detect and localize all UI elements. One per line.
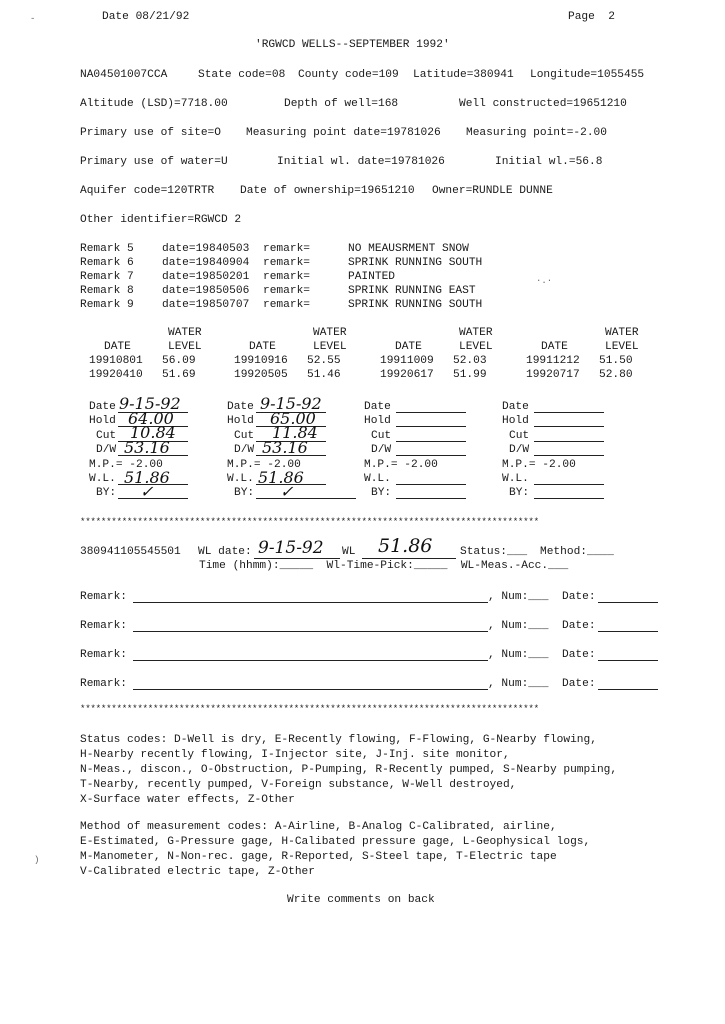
- level-header: LEVEL: [168, 341, 202, 353]
- wl-label: W.L.: [227, 473, 254, 485]
- method-label: Method:____: [540, 546, 614, 558]
- hw-initials: ✓: [140, 482, 154, 501]
- remark-form-date-field[interactable]: [598, 660, 658, 661]
- table-cell-level: 51.69: [162, 369, 196, 381]
- table-cell-date: 19920505: [234, 369, 288, 381]
- method-code-line: E-Estimated, G-Pressure gage, H-Calibated pressure gage, L-Geophysical logs,: [80, 836, 591, 848]
- star-divider: ****************************************************************************************: [80, 516, 539, 527]
- by-label: BY:: [96, 487, 117, 499]
- remark-form-date-field[interactable]: [598, 631, 658, 632]
- date-underline: [396, 412, 466, 413]
- cut-label: Cut: [234, 430, 255, 442]
- remark-form-label: Remark:: [80, 649, 127, 661]
- table-cell-level: 52.55: [307, 355, 341, 367]
- remark-form-field[interactable]: [133, 602, 488, 603]
- cut-underline: [534, 441, 604, 442]
- cut-label: Cut: [509, 430, 530, 442]
- measuring-point: Measuring point=-2.00: [466, 127, 607, 139]
- status-code-line: Status codes: D-Well is dry, E-Recently flowing, F-Flowing, G-Nearby flowing,: [80, 734, 597, 746]
- remark-number: Remark 5: [80, 243, 134, 255]
- mp-label: M.P.= -2.00: [364, 459, 438, 471]
- report-title: 'RGWCD WELLS--SEPTEMBER 1992': [255, 39, 450, 51]
- other-identifier: Other identifier=RGWCD 2: [80, 214, 242, 226]
- remark-label: remark=: [263, 243, 310, 255]
- table-cell-date: 19920717: [526, 369, 580, 381]
- table-cell-date: 19911009: [380, 355, 434, 367]
- remark-form-num: , Num:___: [488, 591, 549, 603]
- table-cell-date: 19910916: [234, 355, 288, 367]
- status-code-line: N-Meas., discon., O-Obstruction, P-Pumping, R-Recently pumped, S-Nearby pumping,: [80, 764, 618, 776]
- by-underline: [534, 498, 604, 499]
- remark-form-date: Date:: [562, 591, 596, 603]
- table-cell-level: 52.80: [599, 369, 633, 381]
- dw-label: D/W: [96, 444, 117, 456]
- altitude: Altitude (LSD)=7718.00: [80, 98, 228, 110]
- hw-cut: 10.84: [130, 423, 176, 442]
- hw-wl: 51.86: [258, 468, 304, 487]
- remark-form-field[interactable]: [133, 631, 488, 632]
- remark-text: PAINTED: [348, 271, 395, 283]
- scan-speck: ·.·: [536, 276, 553, 286]
- remark-form-date-field[interactable]: [598, 689, 658, 690]
- remark-form-date: Date:: [562, 649, 596, 661]
- date-of-ownership: Date of ownership=19651210: [240, 185, 415, 197]
- remark-text: NO MEAUSRMENT SNOW: [348, 243, 469, 255]
- method-code-line: M-Manometer, N-Non-rec. gage, R-Reported, S-Steel tape, T-Electric tape: [80, 851, 557, 863]
- date-label: Date: [227, 401, 254, 413]
- time-pick-line: Time (hhmm):_____ Wl-Time-Pick:_____ WL-Meas.-Acc.___: [199, 560, 569, 572]
- owner: Owner=RUNDLE DUNNE: [432, 185, 553, 197]
- date-header: DATE: [395, 341, 422, 353]
- hold-label: Hold: [502, 415, 529, 427]
- level-header: LEVEL: [313, 341, 347, 353]
- hw-hold: 64.00: [128, 409, 174, 428]
- level-header: LEVEL: [605, 341, 639, 353]
- level-header: LEVEL: [459, 341, 493, 353]
- remark-text: SPRINK RUNNING EAST: [348, 285, 476, 297]
- table-cell-date: 19920410: [89, 369, 143, 381]
- aquifer-code: Aquifer code=120TRTR: [80, 185, 215, 197]
- by-label: BY:: [234, 487, 255, 499]
- table-cell-level: 51.50: [599, 355, 633, 367]
- remark-date: date=19840904: [162, 257, 250, 269]
- hold-underline: [534, 426, 604, 427]
- hold-label: Hold: [89, 415, 116, 427]
- hw-initials: ✓: [280, 482, 294, 501]
- remark-form-label: Remark:: [80, 620, 127, 632]
- remark-form-field[interactable]: [133, 660, 488, 661]
- hw-dw: 53.16: [262, 438, 308, 457]
- date-header: DATE: [249, 341, 276, 353]
- mp-label: M.P.= -2.00: [89, 459, 163, 471]
- remark-label: remark=: [263, 285, 310, 297]
- remark-number: Remark 8: [80, 285, 134, 297]
- footer-note: Write comments on back: [287, 894, 435, 906]
- status-code-line: H-Nearby recently flowing, I-Injector site, J-Inj. site monitor,: [80, 749, 510, 761]
- dw-label: D/W: [234, 444, 255, 456]
- by-label: BY:: [509, 487, 530, 499]
- table-cell-date: 19910801: [89, 355, 143, 367]
- star-divider: ****************************************************************************************: [80, 703, 539, 714]
- scan-speck: -: [30, 14, 36, 24]
- remark-number: Remark 9: [80, 299, 134, 311]
- date-header: DATE: [541, 341, 568, 353]
- method-code-line: V-Calibrated electric tape, Z-Other: [80, 866, 315, 878]
- cut-label: Cut: [96, 430, 117, 442]
- cut-underline: [396, 441, 466, 442]
- dw-label: D/W: [509, 444, 530, 456]
- table-cell-date: 19911212: [526, 355, 580, 367]
- dw-underline: [534, 455, 604, 456]
- remark-form-num: , Num:___: [488, 678, 549, 690]
- by-label: BY:: [371, 487, 392, 499]
- remark-form-num: , Num:___: [488, 649, 549, 661]
- mp-label: M.P.= -2.00: [227, 459, 301, 471]
- hw-cut: 11.84: [272, 423, 318, 442]
- hw-date: 9-15-92: [119, 394, 181, 413]
- status-label: Status:___: [460, 546, 528, 558]
- hw-date: 9-15-92: [260, 394, 322, 413]
- remark-form-date: Date:: [562, 620, 596, 632]
- primary-use-site: Primary use of site=O: [80, 127, 221, 139]
- wl-label: W.L.: [502, 473, 529, 485]
- remark-label: remark=: [263, 271, 310, 283]
- date-header: DATE: [104, 341, 131, 353]
- hw-wl-date: 9-15-92: [258, 538, 324, 558]
- county-code: County code=109: [298, 69, 399, 81]
- wl-label: W.L.: [364, 473, 391, 485]
- water-header: WATER: [168, 327, 202, 339]
- water-header: WATER: [313, 327, 347, 339]
- scan-speck: ): [34, 855, 40, 865]
- status-code-line: T-Nearby, recently pumped, V-Foreign substance, W-Well destroyed,: [80, 779, 517, 791]
- water-header: WATER: [459, 327, 493, 339]
- by-underline: [256, 498, 356, 499]
- well-constructed: Well constructed=19651210: [459, 98, 627, 110]
- state-code: State code=08: [198, 69, 286, 81]
- water-header: WATER: [605, 327, 639, 339]
- remark-date: date=19840503: [162, 243, 250, 255]
- date-label: Date: [502, 401, 529, 413]
- remark-form-label: Remark:: [80, 678, 127, 690]
- wl-date-label: WL date:: [198, 546, 252, 558]
- status-code-line: X-Surface water effects, Z-Other: [80, 794, 295, 806]
- table-cell-date: 19920617: [380, 369, 434, 381]
- remark-date: date=19850707: [162, 299, 250, 311]
- remark-date: date=19850506: [162, 285, 250, 297]
- by-underline: [396, 498, 466, 499]
- method-code-line: Method of measurement codes: A-Airline, B-Analog C-Calibrated, airline,: [80, 821, 557, 833]
- date-label: Date: [364, 401, 391, 413]
- hold-underline: [396, 426, 466, 427]
- hw-hold: 65.00: [270, 409, 316, 428]
- measuring-point-date: Measuring point date=19781026: [246, 127, 441, 139]
- table-cell-level: 56.09: [162, 355, 196, 367]
- wl-underline: [534, 484, 604, 485]
- longitude: Longitude=1055455: [530, 69, 645, 81]
- wl-underline: [396, 484, 466, 485]
- dw-label: D/W: [371, 444, 392, 456]
- primary-use-water: Primary use of water=U: [80, 156, 228, 168]
- hw-wl-value: 51.86: [378, 535, 433, 557]
- remark-date: date=19850201: [162, 271, 250, 283]
- remark-form-date-field[interactable]: [598, 602, 658, 603]
- page-number: Page 2: [568, 11, 615, 23]
- remark-text: SPRINK RUNNING SOUTH: [348, 299, 483, 311]
- remark-label: remark=: [263, 257, 310, 269]
- table-cell-level: 51.99: [453, 369, 487, 381]
- hold-label: Hold: [227, 415, 254, 427]
- depth-of-well: Depth of well=168: [284, 98, 399, 110]
- dw-underline: [396, 455, 466, 456]
- remark-number: Remark 7: [80, 271, 134, 283]
- latitude: Latitude=380941: [413, 69, 514, 81]
- date-underline: [534, 412, 604, 413]
- table-cell-level: 51.46: [307, 369, 341, 381]
- remark-text: SPRINK RUNNING SOUTH: [348, 257, 483, 269]
- remark-form-field[interactable]: [133, 689, 488, 690]
- remark-form-label: Remark:: [80, 591, 127, 603]
- report-date: Date 08/21/92: [102, 11, 190, 23]
- table-cell-level: 52.03: [453, 355, 487, 367]
- remark-form-num: , Num:___: [488, 620, 549, 632]
- remark-form-date: Date:: [562, 678, 596, 690]
- wl-label: W.L.: [89, 473, 116, 485]
- hw-wl: 51.86: [124, 468, 170, 487]
- mp-label: M.P.= -2.00: [502, 459, 576, 471]
- date-label: Date: [89, 401, 116, 413]
- site-id: NA04501007CCA: [80, 69, 168, 81]
- remark-number: Remark 6: [80, 257, 134, 269]
- cut-label: Cut: [371, 430, 392, 442]
- wl-label: WL: [342, 546, 356, 558]
- remark-label: remark=: [263, 299, 310, 311]
- hw-dw: 53.16: [124, 438, 170, 457]
- hold-label: Hold: [364, 415, 391, 427]
- initial-wl-date: Initial wl. date=19781026: [277, 156, 445, 168]
- initial-wl: Initial wl.=56.8: [495, 156, 603, 168]
- entry-site-id: 380941105545501: [80, 546, 181, 558]
